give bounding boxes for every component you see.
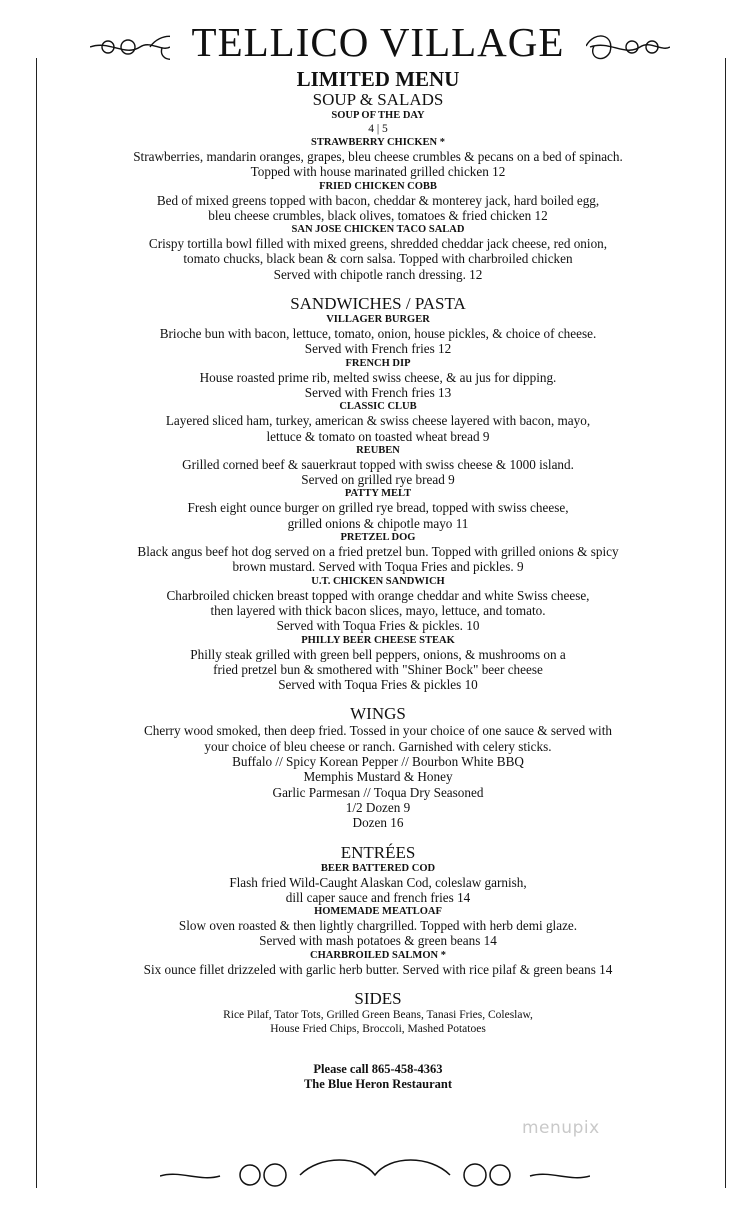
section-wings-title: WINGS [350, 704, 406, 724]
item-desc-line: Served with Toqua Fries & pickles. 10 [276, 618, 480, 634]
item-desc-line: Served with Toqua Fries & pickles 10 [278, 677, 478, 693]
restaurant-title: TELLICO VILLAGE [170, 16, 586, 68]
item-desc-line: Flash fried Wild-Caught Alaskan Cod, coleslaw garnish, [229, 874, 527, 890]
section-sides-title: SIDES [354, 988, 402, 1008]
item-desc-line: Topped with house marinated grilled chicken 12 [250, 164, 506, 180]
item-desc-line: grilled onions & chipotle mayo 11 [287, 515, 469, 531]
item-desc-line: Crispy tortilla bowl filled with mixed greens, shredded cheddar jack cheese, red onion, [148, 236, 608, 252]
item-soup-name: SOUP OF THE DAY [331, 110, 425, 121]
item-desc-line: Layered sliced ham, turkey, american & swiss cheese layered with bacon, mayo, [165, 413, 591, 429]
wings-line: Buffalo // Spicy Korean Pepper // Bourbon White BBQ [232, 754, 524, 770]
wings-line: Cherry wood smoked, then deep fried. Tossed in your choice of one sauce & served with [144, 723, 612, 739]
item-burger-name: VILLAGER BURGER [326, 314, 430, 326]
item-desc-line: Black angus beef hot dog served on a fried pretzel bun. Topped with grilled onions & spicy [137, 544, 619, 560]
item-desc-line: Grilled corned beef & sauerkraut topped with swiss cheese & 1000 island. [182, 456, 574, 472]
item-reuben-name: REUBEN [356, 444, 400, 456]
item-desc-line: Served with chipotle ranch dressing. 12 [273, 266, 483, 282]
section-entrees-title: ENTRÉES [340, 842, 416, 862]
wings-line: Dozen 16 [352, 815, 404, 831]
section-soup-salads-title: SOUP & SALADS [312, 90, 444, 109]
item-dip-name: FRENCH DIP [345, 357, 411, 369]
item-desc-line: Bed of mixed greens topped with bacon, cheddar & monterey jack, hard boiled egg, [156, 192, 600, 208]
item-desc-line: House roasted prime rib, melted swiss cheese, & au jus for dipping. [199, 369, 557, 385]
item-cod-name: BEER BATTERED COD [320, 862, 436, 874]
item-meatloaf-name: HOMEMADE MEATLOAF [314, 906, 442, 918]
item-soup-price: 4 | 5 [368, 123, 388, 135]
item-desc-line: tomato chucks, black bean & corn salsa. Topped with charbroiled chicken [183, 251, 573, 267]
section-sandwiches-title: SANDWICHES / PASTA [290, 294, 466, 314]
item-cobb-name: FRIED CHICKEN COBB [319, 180, 437, 192]
item-desc-line: Strawberries, mandarin oranges, grapes, bleu cheese crumbles & pecans on a bed of spinach. [133, 149, 623, 164]
item-taco-name: SAN JOSE CHICKEN TACO SALAD [291, 224, 465, 236]
item-desc-line: Six ounce fillet drizzeled with garlic herb butter. Served with rice pilaf & green beans 14 [143, 961, 613, 977]
item-strawberry-name: STRAWBERRY CHICKEN * [310, 137, 445, 148]
contact-restaurant: The Blue Heron Restaurant [303, 1076, 453, 1091]
item-desc-line: Slow oven roasted & then lightly chargrilled. Topped with herb demi glaze. [178, 918, 578, 934]
contact-phone: Please call 865-458-4363 [313, 1061, 443, 1076]
item-desc-line: Served on grilled rye bread 9 [301, 472, 455, 488]
wings-line: Garlic Parmesan // Toqua Dry Seasoned [272, 784, 484, 800]
wings-line: Memphis Mustard & Honey [303, 769, 453, 785]
item-desc-line: Charbroiled chicken breast topped with orange cheddar and white Swiss cheese, [166, 587, 590, 603]
item-ut-chicken-name: U.T. CHICKEN SANDWICH [311, 575, 445, 587]
item-desc-line: Philly steak grilled with green bell peppers, onions, & mushrooms on a [190, 646, 566, 662]
menu-content [40, 68, 716, 1092]
item-club-name: CLASSIC CLUB [339, 401, 417, 413]
item-salmon-name: CHARBROILED SALMON * [310, 949, 446, 961]
item-desc-line: bleu cheese crumbles, black olives, tomatoes & fried chicken 12 [208, 207, 548, 223]
wings-line: your choice of bleu cheese or ranch. Garnished with celery sticks. [204, 738, 552, 754]
item-desc-line: Served with mash potatoes & green beans 14 [259, 933, 497, 949]
wings-line: 1/2 Dozen 9 [345, 799, 411, 815]
item-pretzel-name: PRETZEL DOG [340, 532, 416, 544]
item-desc-line: Served with French fries 13 [304, 384, 452, 400]
sides-line: House Fried Chips, Broccoli, Mashed Potatoes [270, 1022, 486, 1035]
item-desc-line: Fresh eight ounce burger on grilled rye bread, topped with swiss cheese, [187, 500, 569, 516]
item-patty-name: PATTY MELT [344, 488, 412, 500]
sides-line: Rice Pilaf, Tator Tots, Grilled Green Beans, Tanasi Fries, Coleslaw, [223, 1008, 533, 1021]
item-desc-line: then layered with thick bacon slices, mayo, lettuce, and tomato. [210, 602, 546, 618]
item-desc-line: fried pretzel bun & smothered with "Shiner Bock" beer cheese [213, 661, 543, 677]
menu-title: LIMITED MENU [296, 67, 460, 91]
item-desc-line: Served with French fries 12 [304, 341, 452, 357]
item-philly-name: PHILLY BEER CHEESE STEAK [301, 634, 455, 646]
watermark-text: menupix [522, 1118, 600, 1138]
item-desc-line: dill caper sauce and french fries 14 [285, 889, 471, 905]
item-desc-line: brown mustard. Served with Toqua Fries and pickles. 9 [232, 559, 524, 575]
bottom-flourish-ornament [160, 1150, 590, 1200]
item-desc-line: lettuce & tomato on toasted wheat bread 9 [266, 428, 490, 444]
item-desc-line: Brioche bun with bacon, lettuce, tomato, onion, house pickles, & choice of cheese. [159, 326, 597, 342]
